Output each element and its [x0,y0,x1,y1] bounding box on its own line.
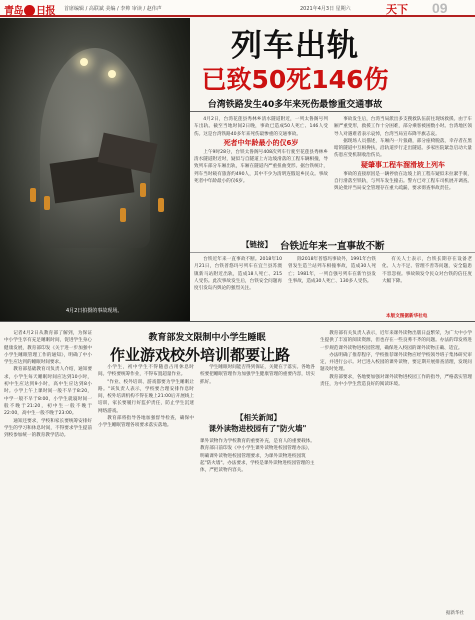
second-column-4 [320,330,472,608]
article-column-2 [334,116,472,236]
main-subhead: 台湾铁路发生40多年来死伤最惨重交通事故 [207,100,383,110]
article-paragraph: 4月2日，台湾花莲县秀林乡清水隧道附近，一列太鲁阁号列车出轨。截至当地时间2日晚，事故已造成50人死亡、146人受伤。这是台湾铁路40多年来死伤最惨重的交通事故。 [194,117,328,137]
article-paragraph: 上午9时28分，台铁太鲁阁号408次列车行驶至花莲县秀林乡清水隧道附近时，疑似与自隧道上方边坡滑落的工程车辆相撞，导致列车部分车厢出轨，车厢在隧道内严重扭曲变形。据台铁统计，列车当时载有旅客约490人，其中不少为清明连假返乡民众。事故死者中年龄最小的仅6岁。 [194,149,328,185]
source-credit: 据新华社 [446,611,464,616]
link-header [190,238,475,250]
accident-photo [0,18,190,321]
article-paragraph: 通知还要求，学校和家长要统筹安排好学生的学习和休息时间，不得要求学生提前到校参加统一的教育教学活动。 [4,418,92,439]
rescue-worker [30,188,36,202]
main-headline: 列车出轨 [231,28,359,64]
logo-badge-icon [24,5,35,16]
article-paragraph: 教育部有关负责人表示，近年来课外读物出版日益繁荣，为广大中小学生提供了丰富的阅读资源，但也存在一些良莠不齐的问题。办法的印发将进一步规范课外读物进校园管理，确保进入校园的课外读物正确、适宜。 [320,331,472,351]
link-divider [190,252,475,253]
link-column-2 [288,256,376,316]
subhead-divider [190,111,400,112]
article-paragraph: 记者4月2日从教育部了解到，为保证中小学生享有充足睡眠时间，促进学生身心健康发展，教育部印发《关于进一步加强中小学生睡眠管理工作的通知》，明确了中小学生应达到的睡眠时间要求。 [4,331,92,366]
second-kicker: 教育部发文限制中小学生睡眠 [148,333,266,343]
article-subtitle: 死者中年龄最小的仅6岁 [223,138,299,147]
main-headline-casualties: 已致50死146伤 [201,65,389,94]
article-paragraph: 学生睡眠时间能否得到保证，关键在于落实。各地各校要把睡眠管理作为加强学生健康管理的重要内容，切实抓好。 [200,365,315,385]
second-column-1 [4,330,92,615]
editor-credits: 首席编辑 / 高联斌 美编 / 李帅 审读 / 赵伟声 [64,6,162,12]
article-paragraph: 事故的直接原因是一辆停放在边坡上的工程车疑似未拉紧手刹，自行滑落至铁轨，与列车发生撞击。警方已对工程车司机展开调查。舆论批评当局安全管理存在重大疏漏，要求彻查事故责任。 [334,171,472,192]
section-divider [0,321,475,322]
rescue-worker [120,208,126,222]
article-paragraph: 小学生，初中学生不得随意占用休息时间。学校要统筹作业，不得布置超量作业。 [98,365,194,378]
article-subtitle: 疑肇事工程车溜滑坡上列车 [361,160,445,169]
rescue-worker [158,198,164,212]
photo-caption: 4月2日拍摄的事故现场。 [66,308,123,314]
masthead [0,0,475,17]
related-news-title: 课外读物进校园有了"防火墙" [208,424,307,433]
related-news-body: 课外读物作为学校教育的重要补充，是育人的重要载体。教育部日前印发《中小学生课外读物进校园管理办法》，明确课外读物进校园管理要求，为课外读物进校园筑起"防火墙"。办法要求，学校是课外读物进校园管理的主体，严把读物内容关。 [200,439,315,474]
link-title: 台铁近年来一直事故不断 [280,241,385,252]
second-column-3 [200,364,315,410]
floodlight [80,58,88,66]
dateline: 2021年4月3日 星期六 [300,6,351,12]
related-news-tag: 【相关新闻】 [236,413,281,422]
floodlight [108,70,116,78]
second-headline: 作业游戏校外培训都要让路 [109,346,290,364]
rescue-worker [140,183,146,197]
link-column-1 [194,256,282,316]
article-paragraph: 教育部基础教育司负责人介绍，通知要求，小学生每天睡眠时间应达到10小时，初中生应达到9小时，高中生应达到8小时。小学上午上课时间一般不早于8:20，中学一般不早于8:00，小学生就寝时间一般不晚于21:20，初中生一般不晚于22:00，高中生一般不晚于23:00。 [4,367,92,417]
link-tag: 【链接】 [242,240,272,249]
article-paragraph: 教育部要求，各地要加强对课外读物进校园工作的指导，严格落实管理责任，为中小学生营造良好的阅读环境。 [320,374,472,388]
article-paragraph: 有关人士表示，台铁长期存在设备老化、人力不足、管理不善等问题，安全隐患不容忽视。事故频发令民众对台铁的信任度大幅下降。 [382,257,472,284]
article-paragraph: "作业、校外培训、游戏都要为学生睡眠让路。"该负责人表示，学校要合理安排作息时间，校外培训机构不得在晚上21:00后开展线上培训，家长要履行好监护责任，防止学生沉迷网络游戏。 [98,379,194,414]
newspaper-logo [4,2,55,17]
article-paragraph: 除2018年普悠玛事故外，1991年台铁曾发生造兰站列车相撞事故，造成30人死亡；1981年，一列自强号列车在新竹县发生事故，造成30人死亡、130多人受伤。 [288,257,376,284]
article-paragraph: 台铁近年来一直事故不断。2018年10月21日，台铁普悠玛号列车在宜兰县苏澳镇新马站附近出轨，造成18人死亡、215人受伤。此次事故发生后，台铁安全问题再度引发岛内舆论的强烈关注。 [194,257,282,292]
section-title: 天下 [386,3,408,16]
rescue-worker [44,196,50,210]
article-paragraph: 教育部将指导各地加强督导检查，确保中小学生睡眠管理各项要求落实落地。 [98,416,194,429]
article-column-1 [194,116,328,236]
logo-text-right: 日报 [36,6,55,17]
article-paragraph: 据现场人员描述，车厢内一片狼藉，部分座椅脱落，幸存者在黑暗的隧道中互相搀扶，沿轨道步行走出隧道。多家医院紧急启动大量伤患应变机制收治伤员。 [334,138,472,159]
second-column-2 [98,364,194,614]
page-number: 09 [432,0,448,16]
source-note: 本版文图据新华社电 [386,314,428,319]
logo-text-left: 青岛 [4,6,23,17]
link-column-3 [382,256,472,310]
article-paragraph: 办法明确了推荐程序，学校推荐课外读物应经学校领导班子集体研究审定，并进行公示。对已进入校园的课外读物，要定期开展排查清理，发现问题及时处理。 [320,352,472,373]
article-paragraph: 事故发生后，台湾当局派出多支搜救队伍前往现场救援。由于车厢严重变形，救援工作十分困难，部分乘客被困数小时。台湾地区领导人对遇难者表示哀悼，台湾当局宣布降半旗志哀。 [334,117,472,137]
